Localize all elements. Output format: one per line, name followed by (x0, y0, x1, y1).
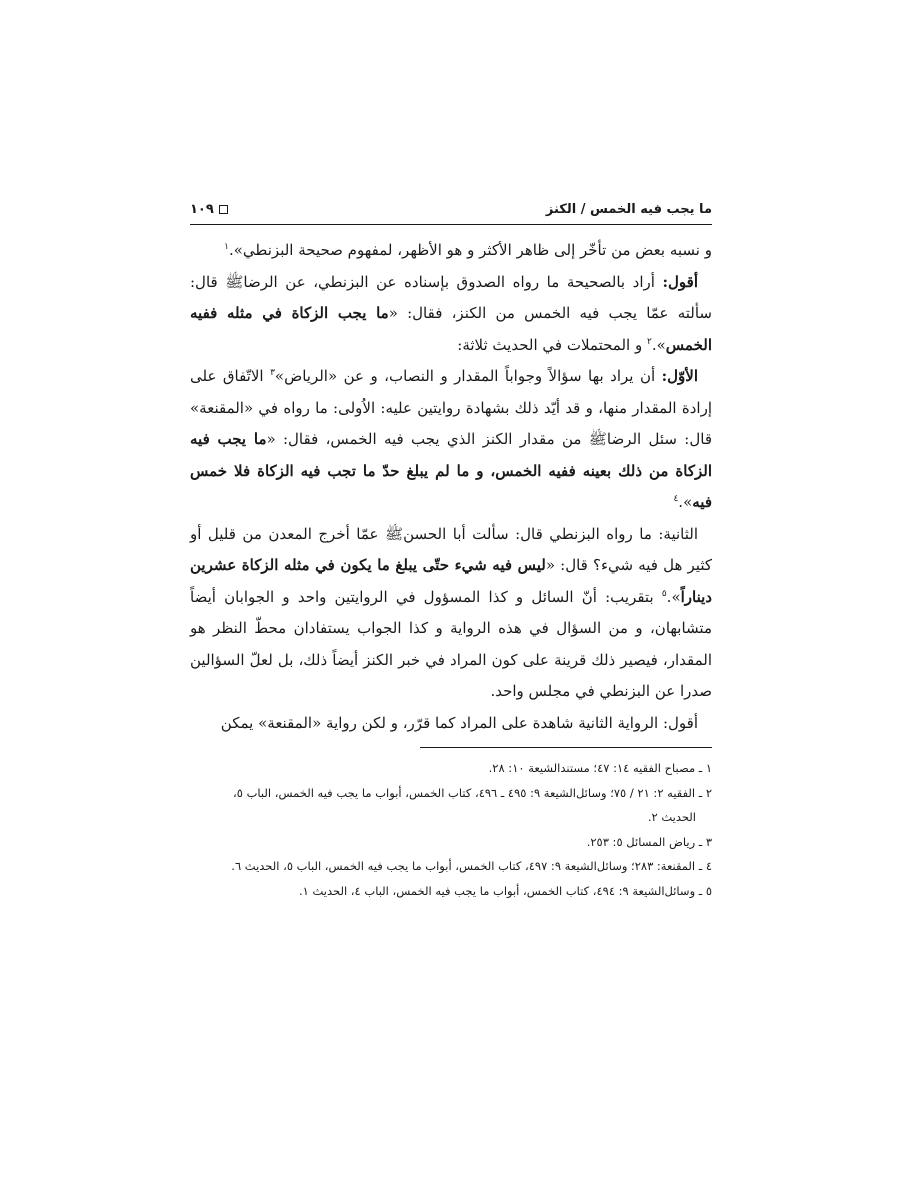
paragraph-3 (190, 361, 712, 519)
honorific-3: ﷺ (384, 524, 404, 543)
p4-text-d: بتقريب: أنّ السائل و كذا المسؤول في الروايتين واحد و الجوابان أيضاً متشابهان، و من السؤال في هذه الرواية و كذا الجواب يستفادان محطّ النظر هو المقدار، فيصير ذلك قرينة على كون المراد في خبر الكنز أيضاً ذلك، بل لعلّ السؤالين صدرا عن البزنطي في مجلس واحد. (190, 587, 712, 700)
p4-text-b: عمّا أخرج المعدن من قليل أو كثير هل فيه شيء؟ قال: « (190, 524, 712, 574)
p5-text: أقول: الرواية الثانية شاهدة على المراد كما قرّر، و لكن رواية «المقنعة» يمكن (220, 713, 698, 732)
p2-quote: ما يجب الزكاة في مثله ففيه الخمس (190, 304, 712, 354)
p1-text: و نسبه بعض من تأخّر إلى ظاهر الأكثر و هو الأظهر، لمفهوم صحيحة البزنطي». (228, 241, 712, 259)
footnote-ref-3: ٣ (270, 368, 275, 378)
page-number-group (190, 202, 228, 217)
running-header (190, 196, 712, 224)
p3-text-b: الاتّفاق على إرادة المقدار منها، و قد أيّد ذلك بشهادة روايتين عليه: الاُولى: ما رواه في «المقنعة» قال: سئل الرضا (190, 367, 712, 448)
footnote-ref-1: ١ (224, 242, 229, 252)
p2-text-d: و المحتملات في الحديث ثلاثة: (457, 335, 647, 354)
p2-lead: أقول: (662, 272, 699, 291)
p2-text-b: قال: سألته عمّا يجب فيه الخمس من الكنز، فقال: « (190, 272, 712, 322)
p3-text-c: من مقدار الكنز الذي يجب فيه الخمس، فقال: « (266, 430, 589, 448)
paragraph-1 (190, 235, 712, 267)
footnote-rule (420, 747, 712, 748)
paragraph-4 (190, 519, 712, 708)
footnote-5: ٥ ـ وسائل‌الشيعة ٩: ٤٩٤، كتاب الخمس، أبواب ما يجب فيه الخمس، الباب ٤، الحديث ١. (299, 883, 712, 898)
footnote-ref-2: ٢ (646, 336, 652, 347)
book-page (190, 196, 712, 903)
paragraph-5 (190, 708, 712, 740)
footnote-2-continued: الحديث ٢. (647, 810, 696, 824)
footnote-4: ٤ ـ المقنعة: ٢٨٣؛ وسائل‌الشيعة ٩: ٤٩٧، كتاب الخمس، أبواب ما يجب فيه الخمس، الباب ٥، الحديث ٦. (231, 859, 712, 873)
p2-text-c: ». (651, 335, 666, 354)
honorific-1: ﷺ (225, 272, 244, 291)
footnote-2: ٢ ـ الفقيه ٢: ٢١ / ٧٥؛ وسائل‌الشيعة ٩: ٤٩٥ ـ ٤٩٦، كتاب الخمس، أبواب ما يجب فيه الخمس، الباب ٥، (233, 785, 712, 800)
footnote-ref-5: ٥ (661, 588, 667, 599)
p3-lead: الأوّل: (661, 367, 699, 385)
paragraph-2 (190, 267, 712, 362)
footnote-1: ١ ـ مصباح الفقيه ١٤: ٤٧؛ مستندالشيعة ١٠: ٢٨. (488, 761, 712, 775)
p4-quote: ليس فيه شيء حتّى يبلغ ما يكون في مثله الزكاة عشرين ديناراً (190, 556, 712, 606)
honorific-2: ﷺ (588, 430, 607, 448)
p4-text-c: ». (666, 587, 681, 606)
body-text (190, 235, 712, 739)
page-number: ١٠٩ (190, 202, 214, 217)
running-title: ما يجب فيه الخمس / الكنز (545, 202, 712, 217)
footnote-3: ٣ ـ رياض المسائل ٥: ٢٥٣. (586, 834, 712, 849)
p3-text-a: أن يراد بها سؤالاً وجواباً المقدار و النصاب، و عن «الرياض» (274, 367, 662, 385)
p2-text-a: أراد بالصحيحة ما رواه الصدوق بإسناده عن البزنطي، عن الرضا (243, 272, 663, 291)
square-ornament-icon (219, 205, 228, 214)
footnote-ref-4: ٤ (673, 494, 679, 504)
header-rule (190, 224, 712, 225)
p3-text-d: ». (678, 493, 693, 511)
p3-quote: ما يجب فيه الزكاة من ذلك بعينه ففيه الخمس، و ما لم يبلغ حدّ ما تجب فيه الزكاة فلا خمس فيه (190, 430, 712, 511)
footnotes (190, 756, 712, 903)
p4-text-a: الثانية: ما رواه البزنطي قال: سألت أبا الحسن (403, 524, 698, 543)
